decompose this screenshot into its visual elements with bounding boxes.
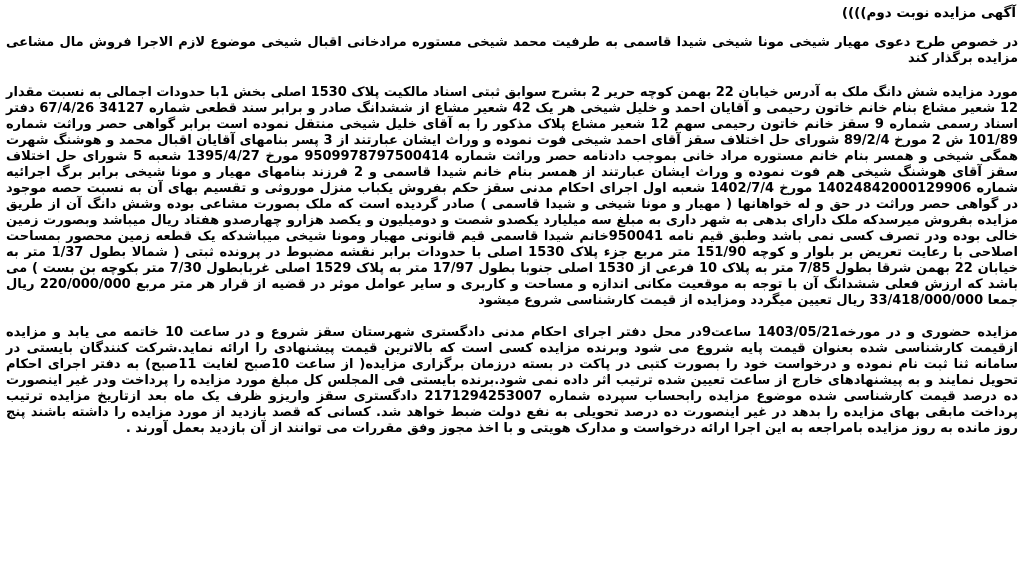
auction-notice	[6, 4, 1018, 576]
notice-heading: آگهی مزایده نوبت دوم))))	[841, 5, 1016, 21]
notice-auction-terms-paragraph: مزایده حضوری و در مورخه1403/05/21 ساعت9در محل دفتر اجرای احکام مدنی دادگستری شهرستان سقز شروع و در ساعت 10 خاتمه می یابد و مزایده ازقیمت کارشناسی شده بعنوان قیمت پایه شروع می شود وبرنده مزایده کسی است که بالاترین قیمت پیشنهادی را ارائه نماید.شرکت کنندگان بایستی در سامانه ثنا ثبت نام نموده و درخواست خود را بصورت کتبی در پاکت در بسته درزمان برگزاری مزایده( از ساعت 10صبح لغایت 11صبح) به دفتر اجرای احکام تحویل نمایند و به پیشنهادهای خارج از ساعت تعیین شده ترتیب اثر داده نمی شود.برنده بایستی فی المجلس کل مبلغ مورد مزایده را پرداخت ودر غیر اینصورت ده درصد قیمت کارشناسی شده موضوع مزایده رابحساب سپرده شماره 2171294253007 دادگستری سقز واریزو ظرف یک ماه بعد ازتاریخ مزایده ترتیب پرداخت مابقی بهای مزایده را بدهد در غیر اینصورت ده درصد تحویلی به نفع دولت ضبط خواهد شد. کسانی که قصد بازدید از مورد مزایده را داشته باشند پنج روز مانده به روز مزایده بامراجعه به این اجرا ارائه درخواست و مدارک هویتی و با اخذ مجوز وفق مقررات می توانند از آن بازدید بعمل آورند .	[6, 325, 1018, 436]
notice-intro-paragraph: در خصوص طرح دعوی مهیار شیخی مونا شیخی شیدا قاسمی به طرفیت محمد شیخی مستوره مرادخانی اقبال شیخی موضوع لازم الاجرا فروش مال مشاعی مزایده برگذار کند	[6, 35, 1018, 66]
notice-property-description-paragraph: مورد مزایده شش دانگ ملک به آدرس خیابان 22 بهمن کوچه حریر 2 بشرح سوابق ثبتی اسناد مالکیت پلاک 1530 اصلی بخش 1با حدودات اجمالی به نسبت مقدار 12 شعیر مشاع بنام خانم خاتون رحیمی و آقایان احمد و خلیل شیخی هر یک 42 شعیر مشاع از ششدانگ صادر و برابر سند قطعی شماره 34127 67/4/26 دفتر اسناد رسمی شماره 9 سقز خانم خاتون رحیمی سهم 12 شعیر مشاع پلاک مذکور را به آقای خلیل شیخی منتقل نموده است برابر گواهی حصر وراثت شماره 101/89 ش 2 مورخ 89/2/4 شورای حل اختلاف سقز آقای احمد شیخی فوت نموده و وراث ایشان عبارتند از 3 پسر بنامهای آقایان اقبال محمد و هوشنگ شهرت همگی شیخی و همسر بنام خانم مستوره مراد خانی بموجب دادنامه حصر وراثت شماره 9509978797500414 مورخ 1395/4/27 شعبه 5 شورای حل اختلاف سقز آقای هوشنگ شیخی هم فوت نموده و وراث ایشان عبارتند از همسر بنام خانم شیدا قاسمی و 2 فرزند بنامهای مهیار و مونا شیخی برابر برگ اجرائیه شماره 14024842000129906 مورخ 1402/7/4 شعبه اول اجرای احکام مدنی سقز حکم بفروش یکباب منزل موروثی و تقسیم بهای آن به نسبت حصه موجود در گواهی حصر وراثت در حق و له خواهانها ( مهیار و مونا شیخی و شیدا قاسمی ) صادر گردیده است که ملک بصورت مشاعی بوده وشش دانگ آن از طریق مزایده بفروش میرسدکه ملک دارای بدهی به شهر داری به مبلغ سه میلیارد یکصدو شصت و دومیلیون و یکصد هزارو چهارصدو هفتاد ریال میباشد وبصورت زمین خالی بوده ودر تصرف کسی نمی باشد وطبق قیم نامه 950041خانم شیدا قاسمی قیم قانونی مهیار ومونا شیخی میباشدکه یک قطعه زمین محصور بمساحت اصلاحی با رعایت تعریض بر بلوار و کوچه 151/90 متر مربع جزء پلاک 1530 اصلی با حدودات برابر نقشه مضبوط در پرونده ثبتی ( شمالا بطول 1/37 متر به خیابان 22 بهمن شرقا بطول 7/85 متر به پلاک 10 فرعی از 1530 اصلی جنوبا بطول 17/97 متر به پلاک 1529 اصلی غربابطول 7/30 متر بکوچه بن بست ) می باشد که ارزش فعلی ششدانگ آن با توجه به موقعیت مکانی اندازه و مساحت و کاربری و سایر عوامل موثر در قضیه از قرار هر متر مربع 220/000/000 ریال جمعا 33/418/000/000 ریال تعیین میگردد ومزایده از قیمت کارشناسی شروع میشود	[6, 85, 1019, 308]
